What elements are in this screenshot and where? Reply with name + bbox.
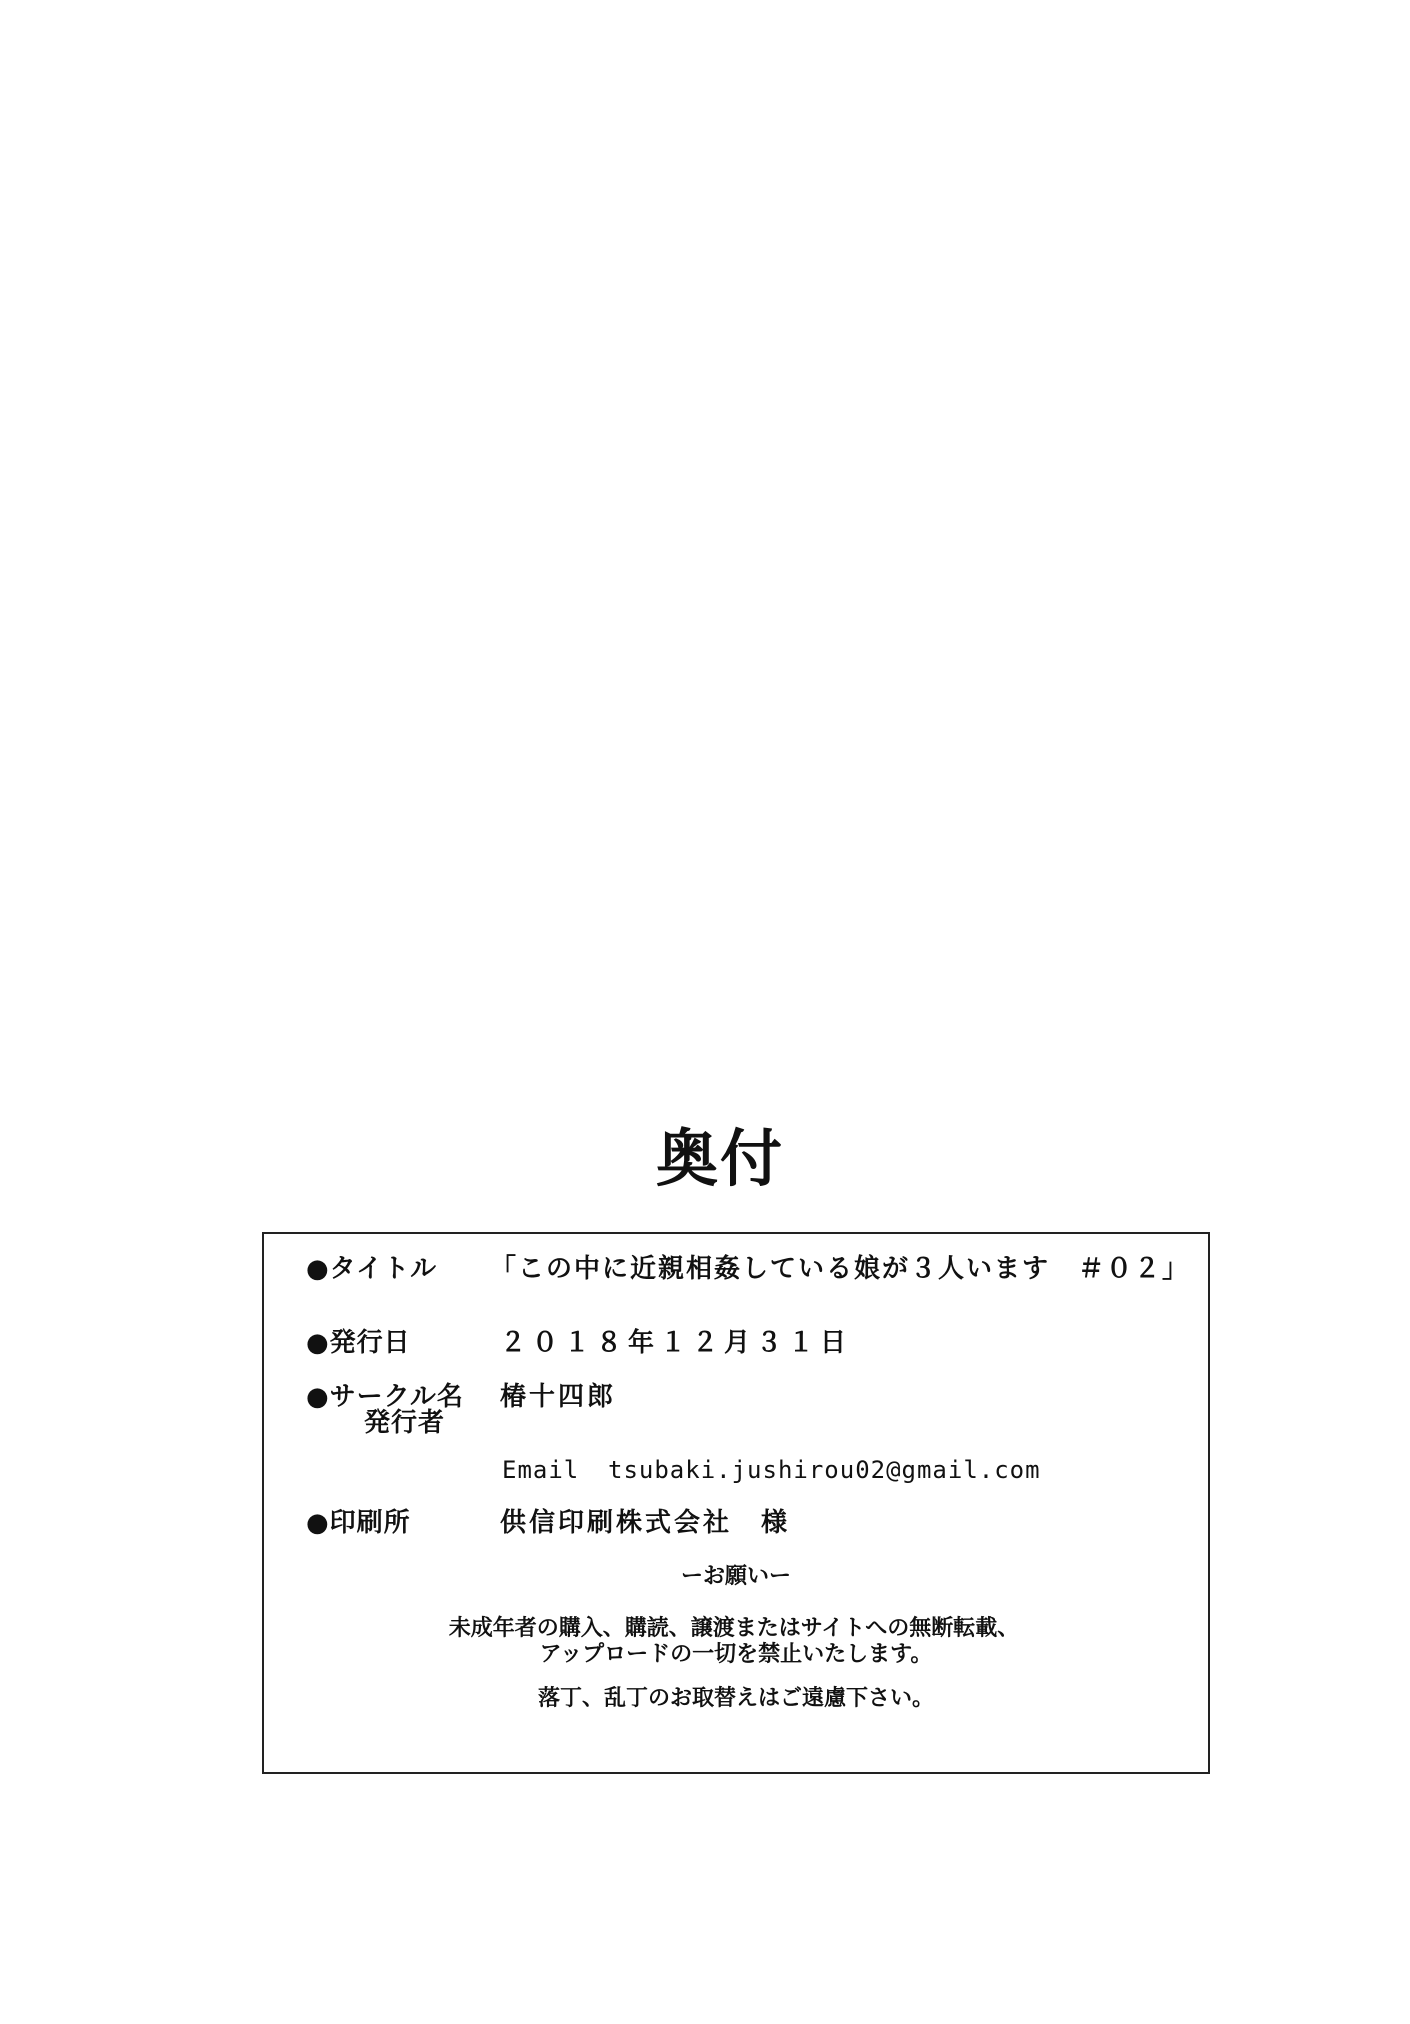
request-line-1: 未成年者の購入、購読、譲渡またはサイトへの無断転載、 xyxy=(448,1616,1020,1641)
title-label: ●タイトル xyxy=(306,1254,438,1284)
printer-label: ●印刷所 xyxy=(306,1508,411,1538)
request-note: 落丁、乱丁のお取替えはご遠慮下さい。 xyxy=(537,1686,934,1711)
email-label: Email xyxy=(502,1456,580,1484)
date-label: ●発行日 xyxy=(306,1328,411,1358)
circle-value: 椿十四郎 xyxy=(500,1382,617,1412)
publisher-label: 発行者 xyxy=(364,1408,446,1438)
title-value: 「この中に近親相姦している娘が３人います ＃０２」 xyxy=(490,1254,1191,1284)
email-value: tsubaki.jushirou02@gmail.com xyxy=(608,1456,1041,1484)
printer-value: 供信印刷株式会社 様 xyxy=(500,1508,791,1538)
request-line-2: アップロードの一切を禁止いたします。 xyxy=(539,1642,933,1667)
request-heading: ーお願いー xyxy=(680,1564,791,1589)
circle-label: ●サークル名 xyxy=(306,1382,464,1412)
colophon-heading: 奥付 xyxy=(655,1122,784,1195)
date-value: ２０１８年１２月３１日 xyxy=(500,1328,853,1358)
colophon-box xyxy=(262,1232,1210,1774)
